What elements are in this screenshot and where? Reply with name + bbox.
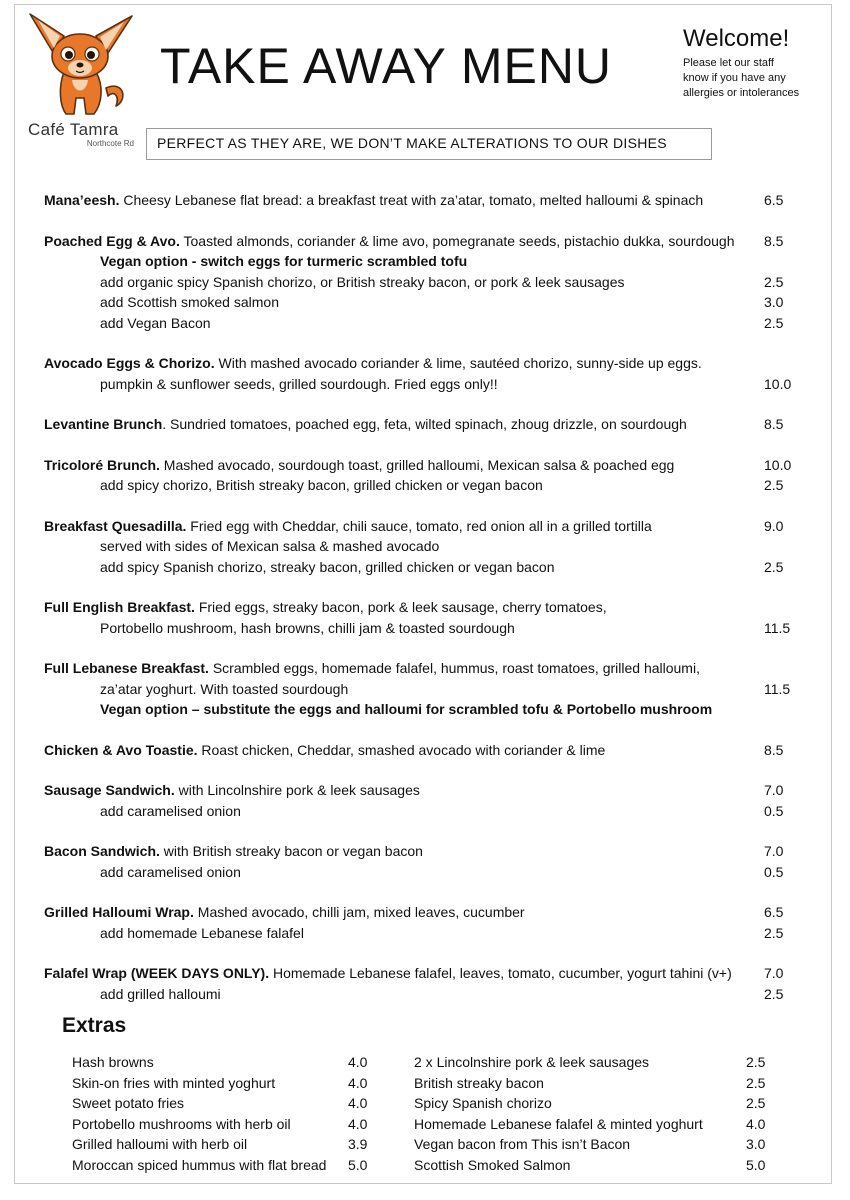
menu-item-description: Homemade Lebanese falafel, leaves, tomato, cucumber, yogurt tahini (v+)	[269, 965, 732, 981]
menu-item-line	[44, 902, 804, 923]
menu-item-name: Chicken & Avo Toastie.	[44, 741, 198, 758]
menu-item-text	[44, 414, 687, 435]
menu-item	[44, 455, 804, 496]
extras-price: 4.0	[348, 1074, 368, 1091]
extras-price: 2.5	[746, 1074, 766, 1091]
vegan-option-line	[44, 699, 804, 720]
extras-name: Grilled halloumi with herb oil	[72, 1136, 248, 1152]
menu-item-line	[44, 414, 804, 435]
menu-item-addon-text: add Scottish smoked salmon	[100, 294, 279, 310]
menu-item	[44, 231, 804, 334]
menu-item-description: Mashed avocado, chilli jam, mixed leaves, cucumber	[193, 904, 525, 920]
menu-item-line	[44, 516, 804, 537]
extras-row	[414, 1155, 774, 1176]
menu-item	[44, 516, 804, 578]
extras-price: 5.0	[348, 1156, 368, 1173]
menu-item	[44, 740, 804, 761]
welcome-title: Welcome!	[683, 25, 790, 52]
menu-item	[44, 841, 804, 882]
menu-item-addon	[44, 984, 804, 1005]
menu-item-addon-price: 2.5	[764, 558, 784, 575]
menu-item-text	[44, 516, 652, 537]
menu-item-price: 8.5	[764, 416, 784, 432]
menu-item-line	[44, 353, 804, 374]
menu-item-addon-price: 2.5	[764, 273, 784, 290]
menu-item-description: Roast chicken, Cheddar, smashed avocado with coriander & lime	[197, 741, 606, 758]
menu-item	[44, 963, 804, 1004]
menu-item-price: 8.5	[764, 741, 784, 758]
menu-item-name: Falafel Wrap (WEEK DAYS ONLY).	[44, 965, 270, 981]
menu-item-text	[44, 455, 674, 476]
chihuahua-logo-icon	[24, 10, 136, 118]
menu-item-price: 10.0	[764, 456, 792, 473]
menu-item-text	[44, 190, 703, 211]
extras-row	[72, 1134, 382, 1155]
extras-name: Sweet potato fries	[72, 1095, 185, 1111]
menu-item-addon-text: add homemade Lebanese falafel	[100, 924, 304, 941]
menu-item-name: Grilled Halloumi Wrap.	[44, 904, 194, 920]
extras-name: Spicy Spanish chorizo	[414, 1095, 552, 1111]
extras-price: 4.0	[348, 1054, 368, 1070]
extras-name: 2 x Lincolnshire pork & leek sausages	[414, 1054, 650, 1070]
extras-name: Skin-on fries with minted yoghurt	[72, 1074, 276, 1091]
extras-name: Homemade Lebanese falafel & minted yoghurt	[414, 1115, 703, 1132]
extras-price: 2.5	[746, 1054, 766, 1070]
menu-item-text	[44, 902, 525, 923]
menu-item-text	[44, 841, 423, 862]
menu-item-text	[44, 353, 702, 374]
extras-row	[414, 1052, 774, 1073]
menu-item-name: Mana’eesh.	[44, 192, 120, 208]
no-alterations-notice: PERFECT AS THEY ARE, WE DON’T MAKE ALTERATIONS TO OUR DISHES	[146, 128, 712, 160]
menu-item-text	[44, 780, 420, 801]
extras-price: 4.0	[348, 1095, 368, 1111]
menu-item-name: Sausage Sandwich.	[44, 782, 175, 798]
extras-name: Vegan bacon from This isn’t Bacon	[414, 1136, 631, 1152]
menu-item-addon-text: add spicy Spanish chorizo, streaky bacon, grilled chicken or vegan bacon	[100, 558, 555, 575]
extras-price: 5.0	[746, 1156, 766, 1173]
menu-item-description: Toasted almonds, coriander & lime avo, pomegranate seeds, pistachio dukka, sourdough	[179, 232, 735, 249]
menu-item-name: Full Lebanese Breakfast.	[44, 660, 209, 676]
menu-item	[44, 902, 804, 943]
extras-name: Portobello mushrooms with herb oil	[72, 1115, 291, 1132]
menu-item-addon-text: Portobello mushroom, hash browns, chilli jam & toasted sourdough	[100, 619, 515, 636]
menu-item-text	[44, 740, 605, 761]
menu-item-text	[44, 231, 735, 252]
menu-item-line	[44, 231, 804, 252]
menu-item-line	[44, 841, 804, 862]
menu-item-name: Full English Breakfast.	[44, 599, 195, 615]
menu-item-addon-price: 2.5	[764, 477, 784, 493]
menu-item-addon	[44, 618, 804, 639]
extras-name: Hash browns	[72, 1054, 154, 1070]
menu-item-addon-text: pumpkin & sunflower seeds, grilled sourdough. Fried eggs only!!	[100, 375, 498, 392]
menu-item-name: Avocado Eggs & Chorizo.	[44, 355, 215, 371]
brand-location: Northcote Rd	[86, 139, 134, 148]
menu-item-description: Scrambled eggs, homemade falafel, hummus, roast tomatoes, grilled halloumi,	[208, 660, 700, 676]
menu-item-price: 6.5	[764, 904, 784, 920]
menu-item-addon-price: 11.5	[764, 619, 791, 636]
menu-item-price: 8.5	[764, 232, 784, 249]
extras-row	[414, 1134, 774, 1155]
menu-item-price: 7.0	[764, 782, 784, 798]
menu-item-line	[44, 780, 804, 801]
extras-row	[72, 1093, 382, 1114]
menu-item-addon	[44, 475, 804, 496]
menu-item-addon-price: 10.0	[764, 375, 792, 392]
menu-item-text	[44, 963, 732, 984]
menu-item-addon	[44, 292, 804, 313]
brand-name: Café Tamra	[28, 120, 119, 139]
menu-item-addon	[44, 923, 804, 944]
extras-title: Extras	[62, 1014, 127, 1037]
menu-item-text	[44, 597, 607, 618]
menu-item-addon-text: served with sides of Mexican salsa & mashed avocado	[100, 538, 440, 554]
menu-item-name: Poached Egg & Avo.	[44, 232, 180, 249]
menu-item-description: With mashed avocado coriander & lime, sautéed chorizo, sunny-side up eggs.	[214, 355, 702, 371]
menu-item-addon-price: 2.5	[764, 924, 784, 941]
menu-item-addon-text: add caramelised onion	[100, 802, 241, 819]
extras-price: 3.0	[746, 1136, 766, 1152]
menu-item-addon-price: 3.0	[764, 294, 784, 310]
menu-item-line	[44, 597, 804, 618]
menu-item-description: Fried egg with Cheddar, chili sauce, tomato, red onion all in a grilled tortilla	[186, 517, 652, 534]
menu-item-addon-text: Vegan option – substitute the eggs and halloumi for scrambled tofu & Portobello mushroom	[100, 701, 713, 717]
extras-left-column	[72, 1052, 382, 1175]
extras-row	[72, 1114, 382, 1135]
menu-item-addon-price: 0.5	[764, 863, 784, 880]
menu-item-price: 9.0	[764, 517, 784, 534]
extras-name: Moroccan spiced hummus with flat bread	[72, 1156, 327, 1173]
extras-row	[414, 1073, 774, 1094]
menu-item-description: with Lincolnshire pork & leek sausages	[174, 782, 420, 798]
extras-price: 2.5	[746, 1095, 766, 1111]
menu-item-name: Bacon Sandwich.	[44, 843, 160, 859]
extras-row	[414, 1114, 774, 1135]
vegan-option-line	[44, 251, 804, 272]
menu-item-addon	[44, 801, 804, 822]
page-title: TAKE AWAY MENU	[160, 38, 613, 94]
menu-item	[44, 353, 804, 394]
menu-item-addon-text: Vegan option - switch eggs for turmeric scrambled tofu	[100, 253, 468, 269]
menu-item-name: Tricoloré Brunch.	[44, 456, 160, 473]
menu-item-addon	[44, 557, 804, 578]
allergy-note	[683, 56, 828, 101]
extras-right-column	[414, 1052, 774, 1175]
menu-item-addon-text: add organic spicy Spanish chorizo, or British streaky bacon, or pork & leek sausages	[100, 273, 625, 290]
menu-item-addon-price: 2.5	[764, 314, 784, 331]
menu-item-name: Breakfast Quesadilla.	[44, 517, 187, 534]
menu-item	[44, 780, 804, 821]
extras-price: 4.0	[746, 1115, 766, 1132]
menu-item	[44, 190, 804, 211]
menu-item-line	[44, 455, 804, 476]
extras-row	[72, 1155, 382, 1176]
menu-item-price: 6.5	[764, 192, 784, 208]
menu-item-line	[44, 963, 804, 984]
menu-item-price: 7.0	[764, 843, 784, 859]
menu-item-addon-text: add spicy chorizo, British streaky bacon, grilled chicken or vegan bacon	[100, 477, 543, 493]
extras-row	[72, 1052, 382, 1073]
menu-item	[44, 658, 804, 720]
extras-name: Scottish Smoked Salmon	[414, 1156, 571, 1173]
menu-item-addon	[44, 313, 804, 334]
extras-name: British streaky bacon	[414, 1074, 544, 1091]
menu-item-name: Levantine Brunch	[44, 416, 163, 432]
menu-list	[44, 190, 804, 1024]
menu-item-text	[44, 658, 700, 679]
extras-price: 3.9	[348, 1136, 368, 1152]
menu-item-addon	[44, 862, 804, 883]
menu-item-addon-text: add grilled halloumi	[100, 985, 221, 1002]
menu-item-addon-text: add caramelised onion	[100, 863, 241, 880]
menu-item-addon-text: za’atar yoghurt. With toasted sourdough	[100, 680, 349, 697]
menu-item-description: . Sundried tomatoes, poached egg, feta, wilted spinach, zhoug drizzle, on sourdough	[162, 416, 687, 432]
menu-item-description: with British streaky bacon or vegan bacon	[159, 843, 423, 859]
menu-item-addon	[44, 536, 804, 557]
menu-item	[44, 597, 804, 638]
extras-price: 4.0	[348, 1115, 368, 1132]
allergy-note-line: Please let our staff	[683, 57, 774, 69]
extras-row	[414, 1093, 774, 1114]
brand-block	[28, 121, 138, 149]
welcome-block	[683, 24, 828, 101]
extras-row	[72, 1073, 382, 1094]
menu-item-line	[44, 740, 804, 761]
menu-item	[44, 414, 804, 435]
menu-item-addon-price: 2.5	[764, 985, 784, 1002]
menu-item-addon-price: 0.5	[764, 802, 784, 819]
menu-item-addon-text: add Vegan Bacon	[100, 314, 211, 331]
menu-item-line	[44, 658, 804, 679]
menu-item-addon	[44, 272, 804, 293]
menu-item-line	[44, 190, 804, 211]
menu-item-addon-price: 11.5	[764, 680, 791, 697]
allergy-note-line: know if you have any	[683, 72, 786, 84]
menu-item-description: Mashed avocado, sourdough toast, grilled halloumi, Mexican salsa & poached egg	[159, 456, 675, 473]
allergy-note-line: allergies or intolerances	[683, 87, 800, 99]
menu-item-addon	[44, 374, 804, 395]
menu-item-description: Fried eggs, streaky bacon, pork & leek sausage, cherry tomatoes,	[194, 599, 607, 615]
menu-item-price: 7.0	[764, 965, 784, 981]
menu-item-description: Cheesy Lebanese flat bread: a breakfast treat with za’atar, tomato, melted halloumi & spinach	[119, 192, 704, 208]
menu-item-addon	[44, 679, 804, 700]
